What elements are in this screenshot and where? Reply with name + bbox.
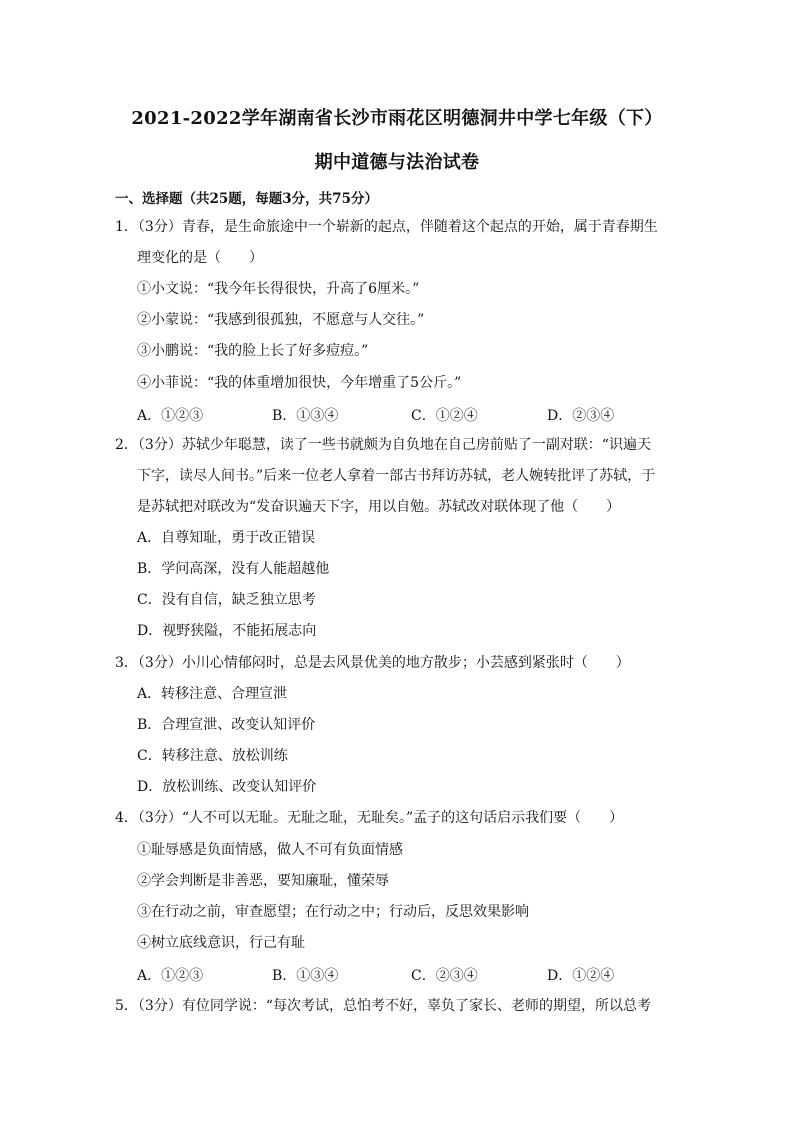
question-1-statement-1: ①小文说：“我今年长得很快，升高了6厘米。” bbox=[137, 281, 420, 297]
question-3-option-c[interactable]: C．转移注意、放松训练 bbox=[137, 748, 288, 764]
question-4-statement-4: ④树立底线意识，行己有耻 bbox=[137, 935, 305, 951]
question-1-option-a[interactable]: A．①②③ bbox=[137, 408, 204, 424]
question-5-line-1: 5．（3分）有位同学说：“每次考试，总怕考不好，辜负了家长、老师的期望，所以总考 bbox=[115, 998, 651, 1014]
question-4-option-d[interactable]: D．①②④ bbox=[547, 968, 615, 984]
question-2-line-2: 下字，读尽人间书。”后来一位老人拿着一部古书拜访苏轼，老人婉转批评了苏轼，于 bbox=[137, 468, 656, 484]
question-1-option-c[interactable]: C．①②④ bbox=[411, 408, 478, 424]
question-4-option-b[interactable]: B．①③④ bbox=[272, 968, 339, 984]
question-1-line-2: 理变化的是（ ） bbox=[137, 250, 263, 266]
question-3-line-1: 3．（3分）小川心情郁闷时，总是去风景优美的地方散步；小芸感到紧张时（ ） bbox=[115, 655, 630, 671]
question-2-line-3: 是苏轼把对联改为“发奋识遍天下字，用以自勉。苏轼改对联体现了他（ ） bbox=[137, 499, 621, 515]
question-4-line-1: 4．（3分）“人不可以无耻。无耻之耻，无耻矣。”孟子的这句话启示我们要（ ） bbox=[115, 810, 624, 826]
question-3-option-d[interactable]: D．放松训练、改变认知评价 bbox=[137, 779, 317, 795]
section-heading: 一、选择题（共25题，每题3分，共75分） bbox=[115, 191, 378, 207]
question-2-option-b[interactable]: B．学问高深，没有人能超越他 bbox=[137, 561, 330, 577]
question-1-line-1: 1．（3分）青春，是生命旅途中一个崭新的起点，伴随着这个起点的开始，属于青春期生 bbox=[115, 219, 658, 235]
question-4-statement-3: ③在行动之前，审查愿望；在行动之中；行动后，反思效果影响 bbox=[137, 904, 529, 920]
question-1-statement-2: ②小蒙说：“我感到很孤独，不愿意与人交往。” bbox=[137, 312, 425, 328]
question-1-option-d[interactable]: D．②③④ bbox=[547, 408, 615, 424]
question-4-statement-1: ①耻辱感是负面情感，做人不可有负面情感 bbox=[137, 842, 403, 858]
question-1-statement-4: ④小菲说：“我的体重增加很快，今年增重了5公斤。” bbox=[137, 375, 462, 391]
question-2-option-c[interactable]: C．没有自信，缺乏独立思考 bbox=[137, 592, 316, 608]
question-2-option-a[interactable]: A．自尊知耻，勇于改正错误 bbox=[137, 530, 316, 546]
question-1-option-b[interactable]: B．①③④ bbox=[272, 408, 339, 424]
question-1-statement-3: ③小鹏说：“我的脸上长了好多痘痘。” bbox=[137, 343, 369, 359]
question-2-option-d[interactable]: D．视野狭隘，不能拓展志向 bbox=[137, 623, 317, 639]
exam-title-line-1: 2021-2022学年湖南省长沙市雨花区明德洞井中学七年级（下） bbox=[131, 108, 663, 129]
question-4-option-a[interactable]: A．①②③ bbox=[137, 968, 204, 984]
exam-title-line-2: 期中道德与法治试卷 bbox=[314, 152, 480, 173]
question-3-option-a[interactable]: A．转移注意、合理宣泄 bbox=[137, 686, 288, 702]
question-2-line-1: 2．（3分）苏轼少年聪慧，读了一些书就颇为自负地在自己房前贴了一副对联：“识遍天 bbox=[115, 437, 651, 453]
question-3-option-b[interactable]: B．合理宣泄、改变认知评价 bbox=[137, 717, 316, 733]
question-4-option-c[interactable]: C．②③④ bbox=[411, 968, 478, 984]
question-4-statement-2: ②学会判断是非善恶，要知廉耻，懂荣辱 bbox=[137, 873, 389, 889]
